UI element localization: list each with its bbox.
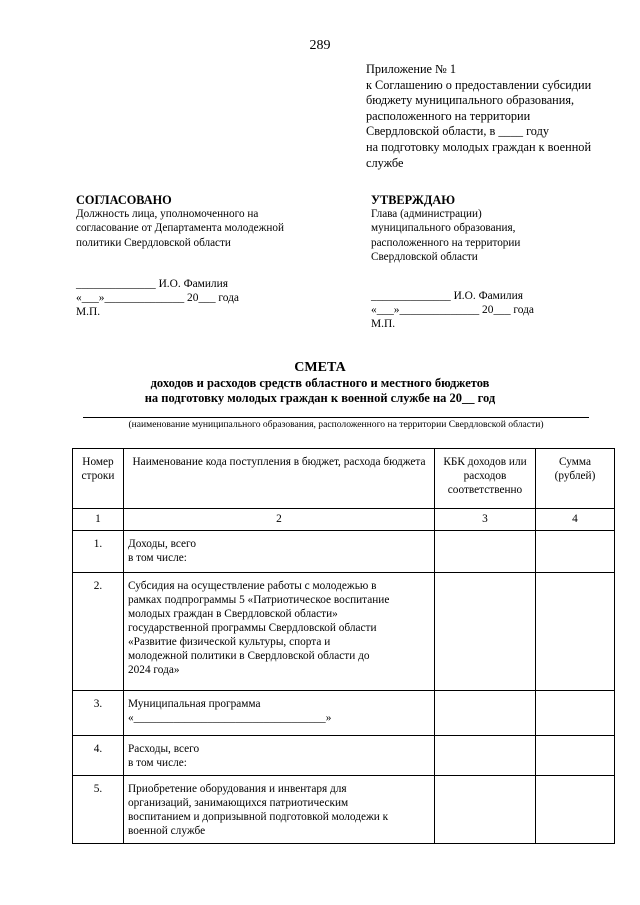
column-index: 2 xyxy=(124,509,435,531)
table-row xyxy=(73,776,615,844)
approved-by-line: Должность лица, уполномоченного на xyxy=(76,208,259,221)
document-title: СМЕТА xyxy=(294,360,346,375)
municipality-caption: (наименование муниципального образования, расположенного на территории Свердловской области) xyxy=(128,419,544,430)
row-line: Доходы, всего xyxy=(128,538,197,550)
confirmed-by-seal: М.П. xyxy=(371,317,396,330)
row-kbk xyxy=(435,776,536,844)
approved-by-line: согласование от Департамента молодежной xyxy=(76,222,284,235)
approved-by-signature-block xyxy=(76,278,239,319)
row-kbk xyxy=(435,736,536,776)
appendix-note xyxy=(366,62,616,171)
row-kbk xyxy=(435,691,536,736)
budget-table xyxy=(72,448,615,844)
page-number: 289 xyxy=(309,38,331,53)
row-amount xyxy=(536,691,615,736)
approved-by-signature: ______________ И.О. Фамилия xyxy=(76,278,228,290)
appendix-line: службе xyxy=(366,155,404,170)
row-line: «Развитие физической культуры, спорта и xyxy=(128,636,331,648)
row-number: 2. xyxy=(73,573,124,691)
appendix-line: Приложение № 1 xyxy=(366,62,457,76)
header-amount: Сумма (рублей) xyxy=(536,449,615,509)
row-amount xyxy=(536,736,615,776)
approved-by-seal: М.П. xyxy=(76,305,101,318)
confirmed-by-line: муниципального образования, xyxy=(371,222,516,235)
row-line: организаций, занимающихся патриотическим xyxy=(128,797,349,809)
document-subtitle xyxy=(0,376,640,406)
row-line: молодых граждан в Свердловской области» xyxy=(128,608,338,620)
confirmed-by-line: расположенного на территории xyxy=(371,236,521,249)
appendix-line: на подготовку молодых граждан к военной xyxy=(366,139,592,154)
row-kbk xyxy=(435,531,536,573)
appendix-line: расположенного на территории xyxy=(366,108,531,123)
appendix-line: бюджету муниципального образования, xyxy=(366,93,575,108)
table-row xyxy=(73,573,615,691)
row-line: рамках подпрограммы 5 «Патриотическое воспитание xyxy=(128,594,390,606)
subtitle-line: доходов и расходов средств областного и местного бюджетов xyxy=(150,376,490,390)
confirmed-by-signature: ______________ И.О. Фамилия xyxy=(371,290,523,302)
row-name xyxy=(124,573,435,691)
row-line: Расходы, всего xyxy=(128,743,200,755)
confirmed-by-date: «___»______________ 20___ года xyxy=(371,303,534,316)
header-name: Наименование кода поступления в бюджет, расхода бюджета xyxy=(124,449,435,509)
row-number: 4. xyxy=(73,736,124,776)
column-index-row xyxy=(73,509,615,531)
row-amount xyxy=(536,573,615,691)
approved-by-date: «___»______________ 20___ года xyxy=(76,291,239,304)
row-number: 5. xyxy=(73,776,124,844)
appendix-line: к Соглашению о предоставлении субсидии xyxy=(366,77,592,92)
row-line: государственной программы Свердловской области xyxy=(128,622,377,634)
appendix-line: Свердловской области, в ____ году xyxy=(366,124,550,139)
row-line: в том числе: xyxy=(128,757,187,769)
subtitle-line: на подготовку молодых граждан к военной службе на 20__ год xyxy=(144,391,496,405)
row-number: 1. xyxy=(73,531,124,573)
table-row xyxy=(73,736,615,776)
header-row-number: Номер строки xyxy=(73,449,124,509)
row-line: воспитанием и допризывной подготовкой молодежи к xyxy=(128,811,389,823)
row-line: в том числе: xyxy=(128,552,187,564)
approved-by-line: политики Свердловской области xyxy=(76,236,231,249)
row-line: «__________________________________» xyxy=(128,712,332,724)
row-amount xyxy=(536,776,615,844)
row-kbk xyxy=(435,573,536,691)
confirmed-by-line: Глава (администрации) xyxy=(371,208,482,221)
header-kbk: КБК доходов или расходов соответственно xyxy=(435,449,536,509)
row-line: Приобретение оборудования и инвентаря для xyxy=(128,783,347,795)
table-row xyxy=(73,691,615,736)
table-row xyxy=(73,531,615,573)
row-name xyxy=(124,776,435,844)
row-number: 3. xyxy=(73,691,124,736)
confirmed-by-heading: УТВЕРЖДАЮ xyxy=(371,193,456,207)
approved-by-block xyxy=(76,193,316,250)
row-line: Субсидия на осуществление работы с молодежью в xyxy=(128,580,377,592)
confirmed-by-signature-block xyxy=(371,290,534,331)
row-name xyxy=(124,531,435,573)
row-amount xyxy=(536,531,615,573)
approved-by-heading: СОГЛАСОВАНО xyxy=(76,193,172,207)
column-index: 1 xyxy=(73,509,124,531)
row-name xyxy=(124,691,435,736)
row-line: молодежной политики в Свердловской области до xyxy=(128,650,370,662)
row-line: военной службе xyxy=(128,825,206,837)
municipality-name-line xyxy=(83,417,589,418)
column-index: 3 xyxy=(435,509,536,531)
row-line: Муниципальная программа xyxy=(128,698,261,710)
confirmed-by-line: Свердловской области xyxy=(371,250,478,263)
row-name xyxy=(124,736,435,776)
confirmed-by-block xyxy=(371,193,611,264)
column-index: 4 xyxy=(536,509,615,531)
table-header-row xyxy=(73,449,615,509)
row-line: 2024 года» xyxy=(128,664,180,676)
